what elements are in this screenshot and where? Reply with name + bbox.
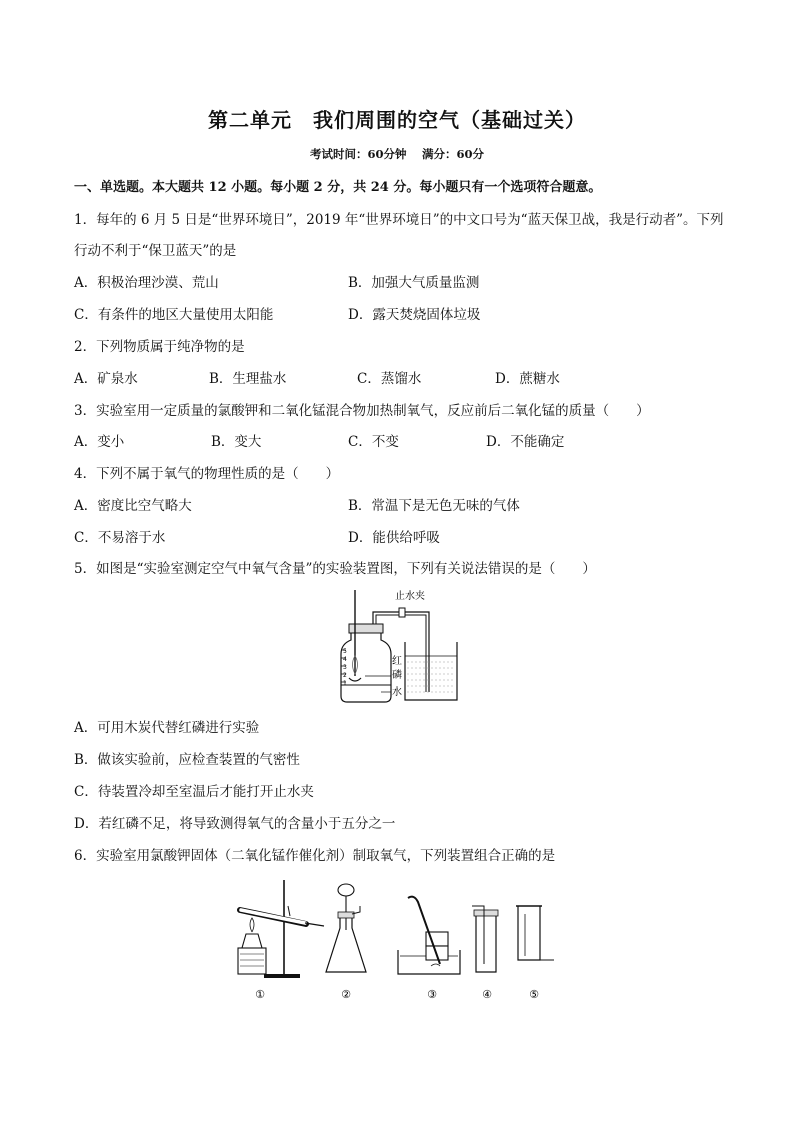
q4-option-b: B．常温下是无色无味的气体 [348,498,520,514]
q3-option-b: B．变大 [211,434,262,450]
scale-mark-5: 5 [343,648,347,655]
label-1: ① [255,988,265,1001]
red-label: 红 [392,656,402,667]
q4-stem: 4．下列不属于氧气的物理性质的是（ ） [74,466,340,482]
label-2: ② [341,988,351,1001]
q5-option-a: A．可用木炭代替红磷进行实验 [74,720,260,736]
q5-option-c: C．待装置冷却至室温后才能打开止水夹 [74,784,314,800]
page-title: 第二单元 我们周围的空气（基础过关） [208,108,586,132]
apparatus-5-inverted-bottle [516,906,554,1001]
oxygen-content-apparatus-figure [333,584,463,706]
q2-option-c: C．蒸馏水 [357,371,422,387]
apparatus-3-water-trough [398,897,460,1001]
flame-icon [250,918,254,932]
label-5: ⑤ [529,988,539,1001]
q2-option-d: D．蔗糖水 [495,371,560,387]
q2-option-a: A．矿泉水 [74,371,138,387]
jar-stopper [349,624,383,633]
water-label: 水 [392,687,402,698]
exam-info: 考试时间：60分钟 满分：60分 [309,147,484,161]
q1-option-b: B．加强大气质量监测 [348,275,480,291]
label-4: ④ [482,988,492,1001]
q3-option-a: A．变小 [74,434,125,450]
clamp-label: 止水夹 [395,591,425,602]
gas-apparatus-figure [228,876,568,1004]
phosphorus-label: 磷 [392,670,402,681]
q1-stem-line2: 行动不利于“保卫蓝天”的是 [74,243,237,259]
q6-stem: 6．实验室用氯酸钾固体（二氧化锰作催化剂）制取氧气，下列装置组合正确的是 [74,848,556,864]
scale-mark-4: 4 [343,656,347,663]
q1-option-d: D．露天焚烧固体垃圾 [348,307,481,323]
q4-option-d: D．能供给呼吸 [348,530,440,546]
section-heading: 一、单选题。本大题共 12 小题。每小题 2 分，共 24 分。每小题只有一个选项符合题意。 [74,180,602,195]
q2-stem: 2．下列物质属于纯净物的是 [74,339,245,355]
q1-option-a: A．积极治理沙漠、荒山 [74,275,219,291]
q5-stem: 5．如图是“实验室测定空气中氧气含量”的实验装置图，下列有关说法错误的是（ ） [74,561,596,577]
collection-jar [341,632,391,702]
apparatus-1-heating [238,880,324,1001]
q3-stem: 3．实验室用一定质量的氯酸钾和二氧化锰混合物加热制氧气，反应前后二氧化锰的质量（ ） [74,403,650,419]
scale-mark-1: 1 [343,680,347,687]
q1-option-c: C．有条件的地区大量使用太阳能 [74,307,274,323]
label-3: ③ [427,988,437,1001]
scale-mark-3: 3 [343,664,347,671]
q1-stem-line1: 1．每年的 6 月 5 日是“世界环境日”，2019 年“世界环境日”的中文口号为“蓝天保卫战，我是行动者”。下列 [74,212,724,228]
combustion-spoon [349,678,361,681]
water-clamp-icon [399,608,405,617]
apparatus-4-bottle [472,906,498,1001]
q3-option-c: C．不变 [348,434,399,450]
q2-option-b: B．生理盐水 [209,371,287,387]
scale-mark-2: 2 [343,672,347,679]
q3-option-d: D．不能确定 [486,434,565,450]
q4-option-c: C．不易溶于水 [74,530,166,546]
q4-option-a: A．密度比空气略大 [74,498,192,514]
beaker [405,642,457,700]
q5-option-d: D．若红磷不足，将导致测得氧气的含量小于五分之一 [74,816,396,832]
apparatus-2-flask [326,884,366,1001]
q5-option-b: B．做该实验前，应检查装置的气密性 [74,752,300,768]
